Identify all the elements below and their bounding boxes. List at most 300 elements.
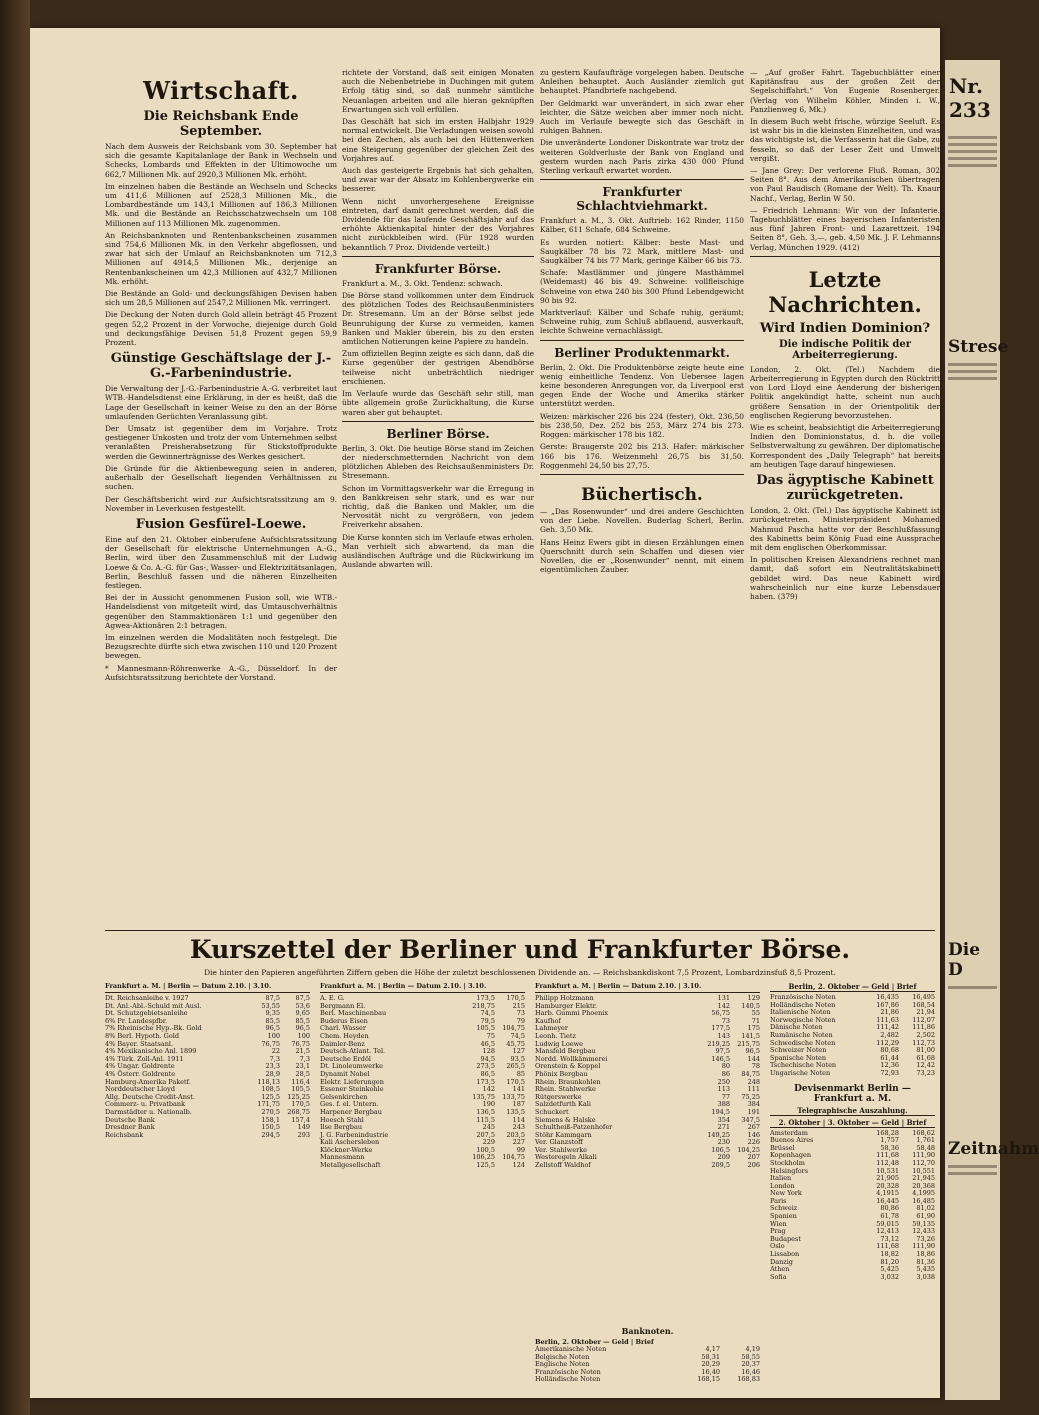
row-label: Prag bbox=[770, 1227, 786, 1236]
row-value: 21,94 bbox=[916, 1008, 935, 1017]
row-label: Daimler-Benz bbox=[320, 1039, 365, 1048]
column-4 bbox=[750, 68, 940, 604]
article-paragraph: Gerste: Braugerste 202 bis 213. Hafer: märkischer 166 bis 176. Weizenmehl 26,75 bis 31,50. Roggenmehl 24,50 bis 27,75. bbox=[540, 442, 744, 470]
row-value: 226 bbox=[747, 1138, 760, 1147]
page-heading: Die D bbox=[948, 940, 981, 980]
row-value: 10,531 bbox=[876, 1166, 899, 1175]
column-2 bbox=[342, 68, 534, 572]
row-value: 248 bbox=[747, 1077, 760, 1086]
row-value: 7,3 bbox=[299, 1054, 310, 1063]
row-value: 106,5 bbox=[711, 1145, 730, 1154]
row-value: 215 bbox=[512, 1001, 525, 1010]
row-label: 4% Bayer. Staatsanl. bbox=[105, 1039, 174, 1048]
table-row bbox=[105, 1132, 310, 1140]
row-value: 7,3 bbox=[269, 1054, 280, 1063]
row-value: 16,485 bbox=[912, 1196, 935, 1205]
article-title: Das ägyptische Kabinett zurückgetreten. bbox=[756, 473, 934, 504]
article-title: Günstige Geschäftslage der J.-G.-Farbenindustrie. bbox=[110, 351, 332, 382]
row-label: Berl. Maschinenbau bbox=[320, 1009, 387, 1018]
row-value: 10,551 bbox=[912, 1166, 935, 1175]
row-value: 22 bbox=[271, 1047, 280, 1056]
row-value: 20,368 bbox=[912, 1181, 935, 1190]
article-paragraph: — „Das Rosenwunder“ und drei andere Geschichten von der Liebe. Novellen. Buderlag Scherl, Berlin. Geh. 3,50 Mk. bbox=[540, 506, 744, 535]
row-value: 170,5 bbox=[291, 1100, 310, 1109]
row-label: 7% Rheinische Hyp.-Bk. Gold bbox=[105, 1024, 202, 1033]
kurszettel-subtitle: Die hinter den Papieren angeführten Ziffern geben die Höhe der zuletzt beschlossenen Dividende an. — Reichsbankdiskont 7,5 Prozent, Lombardzinsfuß 8,5 Prozent. bbox=[204, 968, 836, 977]
row-label: Dänische Noten bbox=[770, 1023, 823, 1032]
row-label: Allg. Deutsche Credit-Anst. bbox=[105, 1092, 195, 1101]
row-label: Westeregeln Alkali bbox=[535, 1153, 597, 1162]
row-value: 80 bbox=[721, 1062, 730, 1071]
row-label: Hoesch Stahl bbox=[320, 1115, 364, 1124]
page-number: Nr. 233 bbox=[949, 74, 991, 122]
row-value: 2,502 bbox=[916, 1030, 935, 1039]
row-value: 140,5 bbox=[741, 1001, 760, 1010]
row-value: 175 bbox=[747, 1024, 760, 1033]
table-row bbox=[770, 1221, 935, 1229]
book-spine bbox=[0, 0, 30, 1415]
row-value: 149 bbox=[297, 1123, 310, 1132]
article-paragraph: Weizen: märkischer 226 bis 224 (fester), Okt. 236,50 bis 238,50, Dez. 252 bis 253, März 274 bis 273. Roggen: märkischer 178 bis 182. bbox=[540, 411, 744, 440]
row-value: 168,15 bbox=[697, 1375, 720, 1384]
row-value: 157,4 bbox=[291, 1115, 310, 1124]
row-value: 9,65 bbox=[295, 1009, 310, 1018]
row-label: Commerz- u. Privatbank bbox=[105, 1100, 186, 1109]
row-label: Deutsche Erdöl bbox=[320, 1054, 371, 1063]
row-value: 267 bbox=[747, 1123, 760, 1132]
row-value: 79,5 bbox=[480, 1016, 495, 1025]
row-value: 76,75 bbox=[291, 1039, 310, 1048]
row-label: 8% Berl. Hypoth. Gold bbox=[105, 1031, 180, 1040]
row-label: J. G. Farbenindustrie bbox=[320, 1130, 389, 1139]
banknoten-header: Berlin, 2. Oktober — Geld | Brief bbox=[535, 1338, 654, 1346]
row-value: 354 bbox=[717, 1115, 730, 1124]
section-heading-wirtschaft: Wirtschaft. bbox=[143, 76, 299, 105]
row-value: 125,5 bbox=[476, 1161, 495, 1170]
text-line bbox=[948, 377, 997, 380]
row-value: 112,73 bbox=[912, 1038, 935, 1047]
row-value: 229 bbox=[482, 1138, 495, 1147]
banknoten-title: Banknoten. bbox=[621, 1326, 674, 1336]
row-value: 118,13 bbox=[257, 1077, 280, 1086]
row-label: Mansfeld Bergbau bbox=[535, 1047, 596, 1056]
row-label: Ver. Stahlwerke bbox=[535, 1145, 587, 1154]
article-paragraph: Frankfurt a. M., 3. Okt. Tendenz: schwach. bbox=[342, 278, 503, 288]
row-value: 173,5 bbox=[476, 1077, 495, 1086]
column-3 bbox=[540, 68, 744, 577]
row-value: 3,032 bbox=[880, 1272, 899, 1281]
row-value: 4,19 bbox=[745, 1345, 760, 1353]
row-value: 16,495 bbox=[912, 993, 935, 1001]
row-value: 18,82 bbox=[880, 1250, 899, 1259]
row-label: Dt. Anl.-Abl.-Schuld mit Ausl. bbox=[105, 1001, 202, 1010]
row-label: Hamburger Elektr. bbox=[535, 1001, 598, 1010]
article-paragraph: Frankfurt a. M., 3. Okt. Auftrieb: 162 Rinder, 1150 Kälber, 611 Schafe, 684 Schweine. bbox=[540, 216, 744, 235]
row-value: 125,5 bbox=[261, 1092, 280, 1101]
row-label: Italien bbox=[770, 1174, 792, 1183]
row-value: 104,25 bbox=[737, 1145, 760, 1154]
row-value: 87,5 bbox=[265, 994, 280, 1002]
row-label: A. E. G. bbox=[320, 994, 345, 1002]
row-value: 12,413 bbox=[876, 1227, 899, 1236]
text-line bbox=[948, 370, 997, 373]
row-value: 58,31 bbox=[701, 1352, 720, 1361]
table-row bbox=[535, 1162, 760, 1170]
row-value: 105,5 bbox=[476, 1024, 495, 1033]
article-paragraph: London, 2. Okt. (Tel.) Nachdem die Arbeiterregierung in Egypten durch den Rücktritt von Lord Lloyd eine Aenderung der bisherigen Politik angekündigt hatte, scheint nun auch größere Sensation in der Orientpolitik der englischen Regierung bevorzustehen. bbox=[750, 364, 940, 420]
row-label: Amsterdam bbox=[770, 1128, 808, 1137]
row-value: 81,02 bbox=[916, 1204, 935, 1213]
row-label: Dynamit Nobel bbox=[320, 1069, 370, 1078]
row-value: 85,5 bbox=[265, 1016, 280, 1025]
row-label: Französische Noten bbox=[535, 1367, 601, 1376]
row-label: Norwegische Noten bbox=[770, 1015, 836, 1024]
row-label: Lissabon bbox=[770, 1250, 800, 1259]
row-label: Zellstoff Waldhof bbox=[535, 1161, 591, 1170]
row-value: 116,4 bbox=[291, 1077, 310, 1086]
row-value: 128 bbox=[482, 1047, 495, 1056]
devisen-header: 2. Oktober | 3. Oktober — Geld | Brief bbox=[770, 1118, 935, 1128]
row-value: 93,5 bbox=[510, 1054, 525, 1063]
section-divider bbox=[105, 930, 935, 931]
row-value: 111,90 bbox=[912, 1242, 935, 1251]
article-paragraph: London, 2. Okt. (Tel.) Das ägyptische Kabinett ist zurückgetreten. Ministerpräsident Mohamed Mahmud Pascha hatte vor der Beschlußfassung des Kabinetts beim König Fuad eine Aussprache mit dem englischen Oberkommissar. bbox=[750, 506, 940, 552]
row-value: 81,20 bbox=[880, 1257, 899, 1266]
article-paragraph: Im Verlaufe wurde das Geschäft sehr still, man übte allgemein große Zurückhaltung, die Kurse waren aber gut behauptet. bbox=[342, 389, 534, 417]
row-value: 73,23 bbox=[916, 1068, 935, 1077]
article-title: Frankfurter Börse. bbox=[374, 261, 502, 276]
row-label: Holländische Noten bbox=[770, 1000, 836, 1009]
row-value: 73,26 bbox=[916, 1234, 935, 1243]
text-line bbox=[948, 1165, 997, 1168]
row-value: 20,29 bbox=[701, 1360, 720, 1369]
article-paragraph: Die Bestände an Gold- und deckungsfähigen Devisen haben sich um 28,5 Millionen auf 2547,2 Millionen Mk. verringert. bbox=[105, 289, 337, 308]
row-value: 58,48 bbox=[916, 1143, 935, 1152]
row-value: 99 bbox=[516, 1145, 525, 1154]
row-value: 80,86 bbox=[880, 1204, 899, 1213]
article-title: Die Reichsbank Ende September. bbox=[143, 109, 299, 139]
table-row bbox=[770, 1213, 935, 1221]
row-label: Hamburg-Amerika Paketf. bbox=[105, 1077, 191, 1086]
row-label: Ilse Bergbau bbox=[320, 1123, 363, 1132]
row-label: Italienische Noten bbox=[770, 1008, 831, 1017]
row-value: 16,40 bbox=[701, 1367, 720, 1376]
row-value: 75 bbox=[486, 1031, 495, 1040]
row-value: 104,75 bbox=[502, 1024, 525, 1033]
page-heading: Zeitnahm bbox=[948, 1139, 1039, 1159]
row-label: Salzdetfurth Kali bbox=[535, 1100, 591, 1109]
row-label: Phönix Bergbau bbox=[535, 1069, 588, 1078]
row-label: Essener Steinkohle bbox=[320, 1085, 384, 1094]
article-paragraph: Das Geschäft hat sich im ersten Halbjahr 1929 normal entwickelt. Die Verladungen weisen sowohl bei den Zechen, als auch bei den Hüttenwerken eine Steigerung gegenüber der gleichen Zeit des Vorjahres auf. bbox=[342, 117, 534, 163]
banknoten-table bbox=[535, 1326, 760, 1384]
row-value: 111,86 bbox=[912, 1023, 935, 1032]
row-label: Rhein. Braunkohlen bbox=[535, 1077, 601, 1086]
row-value: 135,75 bbox=[472, 1092, 495, 1101]
row-label: Ungarische Noten bbox=[770, 1068, 831, 1077]
row-label: 4% Österr. Goldrente bbox=[105, 1069, 176, 1078]
article-title: Berliner Produktenmarkt. bbox=[554, 345, 730, 360]
row-value: 136,5 bbox=[476, 1107, 495, 1116]
row-value: 168,28 bbox=[876, 1128, 899, 1137]
row-value: 131 bbox=[717, 994, 730, 1002]
row-value: 146 bbox=[747, 1130, 760, 1139]
row-value: 194,5 bbox=[711, 1107, 730, 1116]
row-label: Schultheiß-Patzenhofer bbox=[535, 1123, 613, 1132]
row-value: 12,36 bbox=[880, 1061, 899, 1070]
row-value: 55 bbox=[751, 1009, 760, 1018]
column-divider bbox=[342, 256, 534, 257]
row-label: Kopenhagen bbox=[770, 1151, 812, 1160]
row-value: 245 bbox=[482, 1123, 495, 1132]
row-label: Schweizer Noten bbox=[770, 1046, 827, 1055]
text-line bbox=[948, 157, 997, 160]
row-label: Belgische Noten bbox=[535, 1352, 590, 1361]
row-label: Chem. Heyden bbox=[320, 1031, 369, 1040]
devisen-table bbox=[770, 982, 935, 1281]
row-value: 59,135 bbox=[912, 1219, 935, 1228]
row-value: 46,5 bbox=[480, 1039, 495, 1048]
article-paragraph: Im einzelnen haben die Bestände an Wechseln und Schecks um 411,6 Millionen auf 2528,3 Millionen Mk., die Lombardbestände um 143,1 Millionen auf 186,3 Millionen Mk. und die Bestände an Reichsschatzwechseln um 108 Millionen auf 113 Millionen Mk. zugenommen. bbox=[105, 181, 337, 228]
article-title: Wird Indien Dominion? bbox=[759, 320, 931, 336]
row-label: Athen bbox=[770, 1265, 790, 1274]
row-label: London bbox=[770, 1181, 795, 1190]
row-label: Metallgesellschaft bbox=[320, 1161, 381, 1170]
article-paragraph: Bei der in Aussicht genommenen Fusion soll, wie WTB.-Handelsdienst von mitgeteilt wird, das Umtauschverhältnis gegenüber den Stammaktionären 1:1 und gegenüber den Agwea-Aktionären 2:1 betragen. bbox=[105, 593, 337, 630]
row-value: 74,5 bbox=[480, 1009, 495, 1018]
table-row bbox=[770, 1251, 935, 1259]
row-value: 85 bbox=[516, 1069, 525, 1078]
row-value: 111,90 bbox=[912, 1151, 935, 1160]
row-value: 21,5 bbox=[295, 1047, 310, 1056]
row-label: Schweiz bbox=[770, 1204, 798, 1213]
row-value: 1,757 bbox=[880, 1136, 899, 1145]
row-value: 111,63 bbox=[876, 1015, 899, 1024]
row-label: Buderus Eisen bbox=[320, 1016, 368, 1025]
table-row bbox=[770, 1190, 935, 1198]
section-heading-letzte-nachrichten: Letzte Nachrichten. bbox=[768, 266, 922, 317]
row-value: 268,75 bbox=[287, 1107, 310, 1116]
row-value: 5,435 bbox=[916, 1265, 935, 1274]
row-label: Deutsch-Atlant. Tel. bbox=[320, 1047, 386, 1056]
row-value: 76,75 bbox=[261, 1039, 280, 1048]
row-label: Lahmeyer bbox=[535, 1024, 569, 1033]
row-value: 75,25 bbox=[741, 1092, 760, 1101]
row-value: 127 bbox=[512, 1047, 525, 1056]
row-value: 74,5 bbox=[510, 1031, 525, 1040]
row-value: 143 bbox=[717, 1031, 730, 1040]
row-value: 142 bbox=[717, 1001, 730, 1010]
row-value: 125,25 bbox=[287, 1092, 310, 1101]
article-paragraph: Im einzelnen werden die Modalitäten noch festgelegt. Die Bezugsrechte dürfte sich etwa zwischen 110 und 120 Prozent bewegen. bbox=[105, 632, 337, 661]
article-paragraph: richtete der Vorstand, daß seit einigen Monaten auch die Nebenbetriebe in Duchingen mit gutem Erfolg tätig sind, so daß nunmehr sämtliche Neuanlagen arbeiten und alle hieran geknüpften Erwartungen sich voll erfüllen. bbox=[342, 68, 534, 114]
article-paragraph: Es wurden notiert: Kälber: beste Mast- und Saugkälber 78 bis 72 Mark, mittlere Mast- und Saugkälber 74 bis 77 Mark, geringe Kälber 66 bis 73. bbox=[540, 237, 744, 266]
article-paragraph: Nach dem Ausweis der Reichsbank vom 30. September hat sich die gesamte Kapitalanlage der Bank in Wechseln und Schecks, Lombards und Effekten in der Ultimowoche um 662,7 Millionen Mk. auf 2920,3 Millionen Mk. erhöht. bbox=[105, 142, 337, 179]
article-paragraph: Eine auf den 21. Oktober einberufene Aufsichtsratssitzung der Gesellschaft für elektrische Unternehmungen A.-G., Berlin, wird über den Zusammenschluß mit der Ludwig Loewe & Co. A.-G. für Gas-, Wasser- und Elektrizitätsanlagen, Berlin, Beschluß fassen und die näheren Einzelheiten festlegen. bbox=[105, 534, 337, 590]
row-value: 106,25 bbox=[472, 1153, 495, 1162]
row-value: 61,78 bbox=[880, 1212, 899, 1221]
row-label: Amerikanische Noten bbox=[535, 1345, 607, 1353]
row-value: 73 bbox=[516, 1009, 525, 1018]
article-paragraph: Die Deckung der Noten durch Gold allein beträgt 45 Prozent gegen 52,2 Prozent in der Vorwoche, diejenige durch Gold und deckungsfähige Devisen 51,8 Prozent gegen 59,9 Prozent. bbox=[105, 310, 337, 348]
row-value: 144 bbox=[747, 1054, 760, 1063]
row-value: 230 bbox=[717, 1138, 730, 1147]
row-label: Ver. Glanzstoff bbox=[535, 1138, 583, 1147]
row-value: 111,68 bbox=[876, 1242, 899, 1251]
row-value: 112,07 bbox=[912, 1015, 935, 1024]
row-value: 16,445 bbox=[876, 1196, 899, 1205]
row-label: Buenos Aires bbox=[770, 1136, 814, 1145]
row-value: 56,75 bbox=[711, 1009, 730, 1018]
row-value: 158,1 bbox=[261, 1115, 280, 1124]
row-value: 18,86 bbox=[916, 1250, 935, 1259]
article-paragraph: Berlin, 3. Okt. Die heutige Börse stand im Zeichen der niederschmetternden Nachricht von dem plötzlichen Ableben des Reichsaußenministers Dr. Stresemann. bbox=[342, 443, 534, 481]
row-value: 271 bbox=[717, 1123, 730, 1132]
article-title: Büchertisch. bbox=[581, 484, 703, 505]
row-value: 96,5 bbox=[265, 1024, 280, 1033]
article-paragraph: Die Kurse konnten sich im Verlaufe etwas erholen. Man verhielt sich abwartend, da man die ausländischen Aufträge und die Rückwirkung im Auslande abwarten will. bbox=[342, 532, 534, 570]
row-label: Rhein. Stahlwerke bbox=[535, 1085, 596, 1094]
row-label: Reichsbank bbox=[105, 1130, 144, 1139]
devisen-subtitle: Telegraphische Auszahlung. bbox=[770, 1106, 935, 1116]
kurszettel-section bbox=[105, 926, 935, 1384]
row-value: 2,482 bbox=[880, 1030, 899, 1039]
article-paragraph: — „Auf großer Fahrt. Tagebuchblätter einer Kapitänsfrau aus der großen Zeit der Segelschiffahrt.“ Von Eugenie Rosenberger. (Verlag von Wilhelm Köhler, Minden i. W., Panzlienweg 6, Mk.) bbox=[750, 68, 940, 114]
row-label: Nordd. Wollkämmerei bbox=[535, 1054, 608, 1063]
row-value: 112,48 bbox=[876, 1158, 899, 1167]
article-paragraph: In diesem Buch weht frische, würzige Seeluft. Es ist wahr bis in die kleinsten Einzelheiten, und was das wichtigste ist, die Verfasserin hat die Gabe, zu fesseln, so daß der Leser Zeit und Umwelt vergißt. bbox=[750, 117, 940, 163]
row-value: 170,5 bbox=[506, 994, 525, 1002]
row-value: 108,5 bbox=[261, 1085, 280, 1094]
row-value: 384 bbox=[747, 1100, 760, 1109]
stock-table-header: Frankfurt a. M. | Berlin — Datum 2.10. | 3.10. bbox=[320, 982, 525, 993]
table-row bbox=[770, 1175, 935, 1183]
table-row bbox=[535, 1376, 760, 1384]
row-value: 141,5 bbox=[741, 1031, 760, 1040]
row-label: Tschechische Noten bbox=[770, 1061, 837, 1070]
row-value: 77 bbox=[721, 1092, 730, 1101]
row-value: 96,5 bbox=[295, 1024, 310, 1033]
row-value: 347,5 bbox=[741, 1115, 760, 1124]
row-value: 111,42 bbox=[876, 1023, 899, 1032]
stock-table-3 bbox=[535, 982, 760, 1170]
devisen-title: Devisenmarkt Berlin — Frankfurt a. M. bbox=[794, 1083, 911, 1104]
row-value: 79 bbox=[516, 1016, 525, 1025]
row-value: 124 bbox=[512, 1161, 525, 1170]
article-paragraph: An Reichsbanknoten und Rentenbankscheinen zusammen sind 754,6 Millionen Mk. in den Verkehr abgeflossen, und zwar hat sich der Umlauf an Reichsbanknoten um 712,3 Millionen auf 4914,5 Millionen Mk., derjenige an Rentenbankscheinen um 42,3 Millionen auf 432,7 Millionen Mk. erhöht. bbox=[105, 230, 337, 286]
row-value: 61,90 bbox=[916, 1212, 935, 1221]
table-row bbox=[770, 1266, 935, 1274]
row-value: 100,5 bbox=[476, 1145, 495, 1154]
row-value: 250 bbox=[717, 1077, 730, 1086]
row-label: 6% Pr. Landespfbr. bbox=[105, 1016, 168, 1025]
newspaper-page bbox=[30, 28, 940, 1398]
article-paragraph: Die Börse stand vollkommen unter dem Eindruck des plötzlichen Todes des Reichsaußenministers Dr. Stresemann. Um an der Börse selbst jede Beunruhigung der Kurse zu vermeiden, kamen Banken und Makler überein, bis zu den ersten amtlichen Notierungen keine Papiere zu handeln. bbox=[342, 291, 534, 347]
article-paragraph: Der Geschäftsbericht wird zur Aufsichtsratssitzung am 9. November in Leverkusen festgestellt. bbox=[105, 494, 337, 513]
row-label: 4% Türk. Zoll-Anl. 1911 bbox=[105, 1054, 184, 1063]
row-value: 293 bbox=[297, 1130, 310, 1139]
row-value: 112,29 bbox=[876, 1038, 899, 1047]
row-value: 61,44 bbox=[880, 1053, 899, 1062]
row-value: 23,1 bbox=[295, 1062, 310, 1071]
article-paragraph: Der Geldmarkt war unverändert, in sich zwar eher leichter, die Sätze weichen aber immer noch nicht. Auch im Verlaufe bewegte sich das Geschäft in ruhigen Bahnen. bbox=[540, 98, 744, 136]
row-label: 4% Ungar. Goldrente bbox=[105, 1062, 175, 1071]
article-paragraph: Die Verwaltung der J.-G.-Farbenindustrie A.-G. verbreitet laut WTB.-Handelsdienst eine Erklärung, in der es heißt, daß die Lage der Gesellschaft in keiner Weise zu den an der Börse umlaufenden Gerüchten Veranlassung gibt. bbox=[105, 384, 337, 421]
article-paragraph: Zum offiziellen Beginn zeigte es sich dann, daß die Kurse gegenüber der gestrigen Abendbörse teilweise nicht unbeträchtlich niedriger erschienen. bbox=[342, 349, 534, 386]
row-label: Rütgerswerke bbox=[535, 1092, 582, 1101]
row-value: 53,6 bbox=[295, 1001, 310, 1010]
row-value: 207 bbox=[747, 1153, 760, 1162]
row-value: 273,5 bbox=[476, 1062, 495, 1071]
row-label: Brüssel bbox=[770, 1143, 795, 1152]
row-value: 3,038 bbox=[916, 1272, 935, 1281]
table-row bbox=[320, 1162, 525, 1170]
row-value: 81,00 bbox=[916, 1046, 935, 1055]
row-value: 5,425 bbox=[880, 1265, 899, 1274]
row-value: 227 bbox=[512, 1138, 525, 1147]
row-value: 96,5 bbox=[745, 1047, 760, 1056]
article-paragraph: zu gestern Kaufaufträge vorgelegen haben. Deutsche Anleihen behauptet. Auch Ausländer ziemlich gut behauptet. Pfandbriefe nachgebend. bbox=[540, 68, 744, 96]
row-value: 173,5 bbox=[476, 994, 495, 1002]
kurszettel-title: Kurszettel der Berliner und Frankfurter Börse. bbox=[189, 935, 851, 964]
column-divider bbox=[540, 474, 744, 475]
row-label: Elektr. Lieferungen bbox=[320, 1077, 384, 1086]
article-paragraph: Marktverlauf: Kälber und Schafe ruhig, geräumt; Schweine ruhig, zum Schluß abflauend, ausverkauft, leichte Schweine vernachlässigt. bbox=[540, 308, 744, 336]
row-label: Ges. f. el. Untern. bbox=[320, 1100, 379, 1109]
row-value: 142 bbox=[482, 1085, 495, 1094]
row-value: 80,68 bbox=[880, 1046, 899, 1055]
article-paragraph: Schafe: Mastlämmer und jüngere Masthämmel (Weidemast) 46 bis 49. Schweine: vollfleischige Schweine von etwa 240 bis 300 Pfund Lebendgewicht 90 bis 92. bbox=[540, 268, 744, 305]
row-value: 61,68 bbox=[916, 1053, 935, 1062]
row-value: 100 bbox=[267, 1031, 280, 1040]
row-value: 209,5 bbox=[711, 1161, 730, 1170]
table-row bbox=[770, 1259, 935, 1267]
row-value: 187 bbox=[512, 1100, 525, 1109]
row-label: Dt. Schutzgebietsanleihe bbox=[105, 1009, 188, 1018]
text-line bbox=[948, 143, 997, 146]
article-title: Fusion Gesfürel-Loewe. bbox=[135, 516, 307, 532]
row-label: Ludwig Loewe bbox=[535, 1039, 584, 1048]
article-paragraph: Die unveränderte Londoner Diskontrate war trotz der weiteren Goldverluste der Bank von England und gestern wurden nach Paris zirka 430 000 Pfund Sterling verkauft erwartet worden. bbox=[540, 138, 744, 176]
stock-table-header: Frankfurt a. M. | Berlin — Datum 2.10. | 3.10. bbox=[535, 982, 760, 993]
article-paragraph: Der Umsatz ist gegenüber dem im Vorjahre. Trotz gestiegener Unkosten und trotz der vom Unternehmen selbst veranlaßten Preisherabsetzung für Stickstoffprodukte werden die Gewinnerträgnisse des Werkes gesichert. bbox=[105, 424, 337, 461]
row-label: Mannesmann bbox=[320, 1153, 365, 1162]
row-label: Gelsenkirchen bbox=[320, 1092, 368, 1101]
column-1 bbox=[105, 68, 337, 685]
row-value: 58,55 bbox=[741, 1352, 760, 1361]
row-value: 135,5 bbox=[506, 1107, 525, 1116]
row-value: 167,86 bbox=[876, 1000, 899, 1009]
row-value: 170,5 bbox=[506, 1077, 525, 1086]
text-line bbox=[948, 1172, 997, 1175]
stock-table-1 bbox=[105, 982, 310, 1139]
row-value: 21,905 bbox=[876, 1174, 899, 1183]
row-value: 21,945 bbox=[912, 1174, 935, 1183]
row-value: 294,5 bbox=[261, 1130, 280, 1139]
row-label: Harpener Bergbau bbox=[320, 1107, 382, 1116]
article-paragraph: Wie es scheint, beabsichtigt die Arbeiterregierung Indien den Dominionstatus, d. h. die volle Selbstverwaltung zu gewähren. Der diplomatische Korrespondent des „Daily Telegraph“ hat bereits am heutigen Tage darauf hingewiesen. bbox=[750, 423, 940, 469]
row-label: Holländische Noten bbox=[535, 1375, 601, 1384]
row-label: Englische Noten bbox=[535, 1360, 590, 1369]
row-value: 87,5 bbox=[295, 994, 310, 1002]
row-value: 191 bbox=[747, 1107, 760, 1116]
row-label: Klöckner-Werke bbox=[320, 1145, 373, 1154]
row-value: 177,5 bbox=[711, 1024, 730, 1033]
row-value: 97,5 bbox=[715, 1047, 730, 1056]
row-value: 190 bbox=[482, 1100, 495, 1109]
row-label: Kali Aschersleben bbox=[320, 1138, 380, 1147]
row-label: Wien bbox=[770, 1219, 787, 1228]
